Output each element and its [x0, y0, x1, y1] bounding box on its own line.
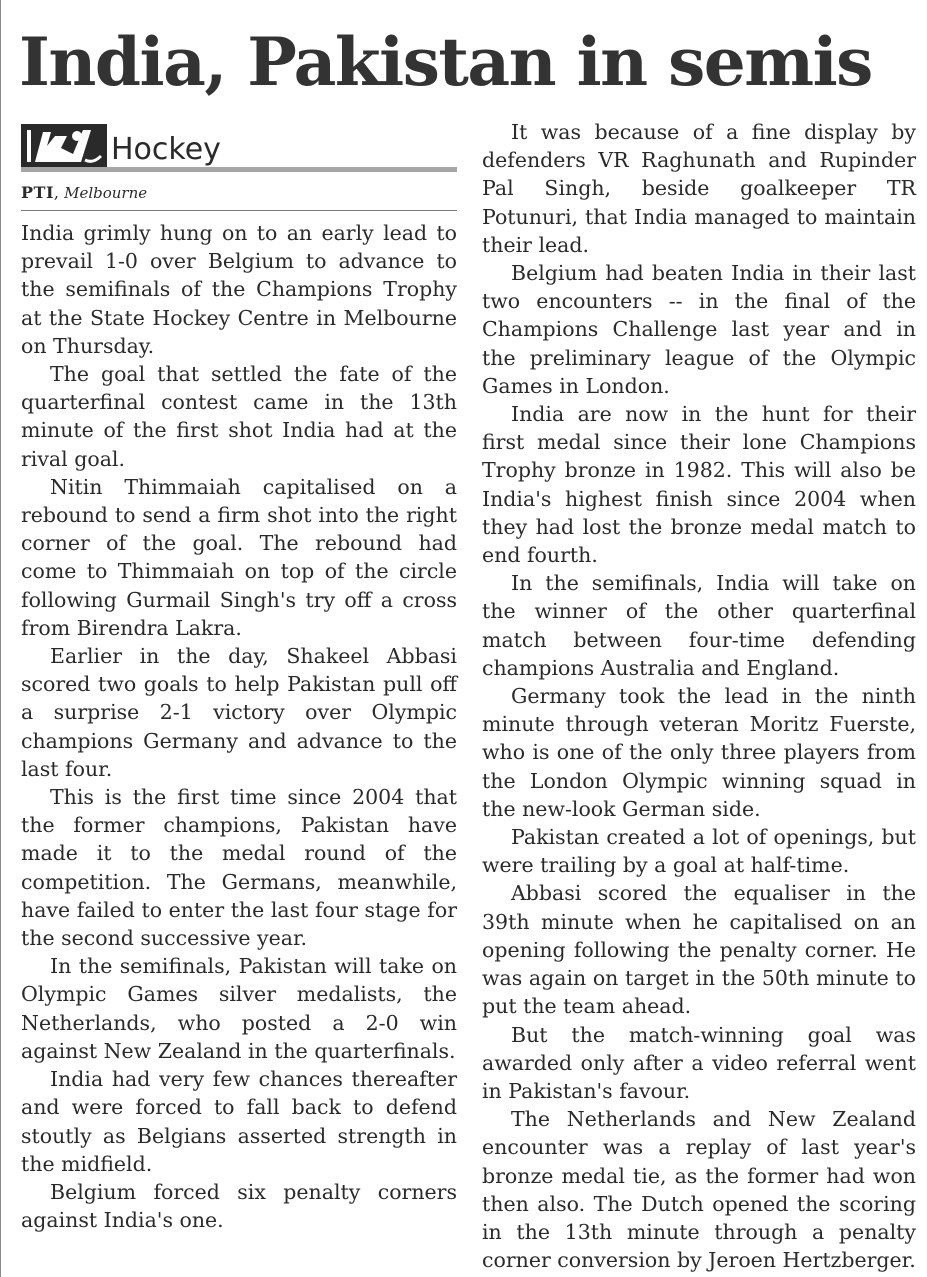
paragraph: This is the first time since 2004 that the former champions, Pakistan have made it to the medal round of the competition. The Germans, meanwhile, have failed to enter the last four stage for the second successive year.: [21, 785, 457, 951]
right-column: [482, 118, 916, 1274]
paragraph: India grimly hung on to an early lead to prevail 1-0 over Belgium to advance to the semifinals of the Champions Trophy at the State Hockey Centre in Melbourne on Thursday.: [21, 221, 457, 358]
paragraph: Belgium had beaten India in their last two encounters -- in the final of the Champions Challenge last year and in the preliminary league of the Olympic Games in London.: [482, 261, 916, 398]
paragraph: Earlier in the day, Shakeel Abbasi scored two goals to help Pakistan pull off a surprise 2-1 victory over Olympic champions Germany and advance to the last four.: [21, 644, 457, 781]
paragraph: Abbasi scored the equaliser in the 39th minute when he capitalised on an opening following the penalty corner. He was again on target in the 50th minute to put the team ahead.: [482, 881, 916, 1019]
section-label: Hockey: [111, 132, 221, 167]
paragraph: Nitin Thimmaiah capitalised on a rebound to send a firm shot into the right corner of the goal. The rebound had come to Thimmaiah on top of the circle following Gurmail Singh's try off a cross from Birendra Lakra.: [21, 474, 457, 640]
left-column: [21, 118, 457, 1234]
paragraph: Germany took the lead in the ninth minute through veteran Moritz Fuerste, who is one of the only three players from the London Olympic winning squad in the new-look German side.: [482, 684, 916, 821]
paragraph: India are now in the hunt for their first medal since their lone Champions Trophy bronze in 1982. This will also be India's highest finish since 2004 when they had lost the bronze medal match to end fourth.: [482, 402, 916, 568]
paragraph: In the semifinals, Pakistan will take on Olympic Games silver medalists, the Netherlands, who posted a 2-0 win against New Zealand in the quarterfinals.: [21, 954, 457, 1063]
section-rule: [21, 167, 457, 172]
hockey-player-icon: [21, 124, 107, 168]
paragraph: It was because of a fine display by defenders VR Raghunath and Rupinder Pal Singh, beside goalkeeper TR Potunuri, that India managed to maintain their lead.: [482, 120, 916, 257]
byline: PTI, Melbourne: [21, 182, 457, 211]
paragraph: Belgium forced six penalty corners against India's one.: [21, 1179, 457, 1233]
byline-place: Melbourne: [64, 184, 148, 202]
section-header: [21, 118, 457, 172]
paragraph: But the match-winning goal was awarded only after a video referral went in Pakistan's favour.: [482, 1022, 916, 1103]
byline-agency: PTI: [21, 183, 54, 202]
headline: India, Pakistan in semis: [19, 23, 872, 101]
paragraph: The Netherlands and New Zealand encounter was a replay of last year's bronze medal tie, as the former had won then also. The Dutch opened the scoring in the 13th minute through a penalty corner conversion by Jeroen Hertzberger.: [482, 1107, 916, 1273]
paragraph: The goal that settled the fate of the quarterfinal contest came in the 13th minute of the first shot India had at the rival goal.: [21, 362, 457, 471]
paragraph: Pakistan created a lot of openings, but were trailing by a goal at half-time.: [482, 825, 916, 878]
paragraph: India had very few chances thereafter and were forced to fall back to defend stoutly as Belgians asserted strength in the midfield.: [21, 1067, 457, 1176]
paragraph: In the semifinals, India will take on the winner of the other quarterfinal match between four-time defending champions Australia and England.: [482, 571, 916, 680]
